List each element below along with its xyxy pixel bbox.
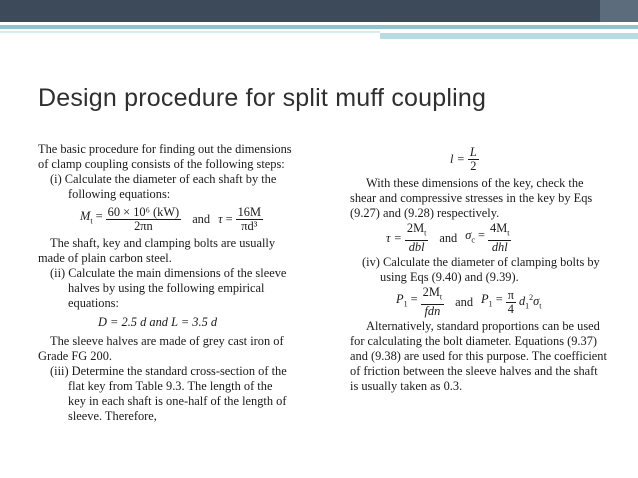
equation-bolt-force: $P_1$ = $\frac{2M_t}{\text{fdn}}$ and $P_1$ = $\frac{\pi}{4}$ $d_1^2\sigma_t$ — [396, 285, 542, 318]
accent-rule — [0, 25, 638, 29]
key-text: shear and compressive stresses in the key by Eqs — [350, 191, 593, 205]
intro-line: of clamp coupling consists of the following steps: — [38, 157, 285, 171]
step-i: (i) Calculate the diameter of each shaft by the — [50, 172, 277, 186]
step-ii: (ii) Calculate the main dimensions of the sleeve — [50, 266, 287, 280]
alt-text: is usually taken as 0.3. — [350, 379, 463, 393]
step-iii-cont: key in each shaft is one-half of the length of — [68, 394, 287, 408]
alt-text: for calculating the bolt diameter. Equations (9.37) — [350, 334, 598, 348]
key-text: (9.27) and (9.28) respectively. — [350, 206, 500, 220]
sleeve-text: The sleeve halves are made of grey cast iron of — [50, 334, 284, 348]
top-bar — [0, 0, 600, 22]
key-text: With these dimensions of the key, check the — [366, 176, 584, 190]
equation-stresses: τ = $\frac{2M_t}{\text{dbl}}$ and $\sigma_c$ = $\frac{4M_t}{\text{dhl}}$ — [386, 221, 510, 254]
alt-text: of friction between the sleeve halves and the shaft — [350, 364, 598, 378]
shaft-text: The shaft, key and clamping bolts are usually — [50, 236, 276, 250]
step-iii-cont: flat key from Table 9.3. The length of the — [68, 379, 273, 393]
alt-text: Alternatively, standard proportions can be used — [366, 319, 600, 333]
equation-sleeve: D = 2.5 d and L = 3.5 d — [98, 315, 218, 329]
fraction: $\frac{4M_t}{\text{dhl}}$ — [490, 221, 510, 254]
slide-title: Design procedure for split muff coupling — [38, 84, 487, 112]
accent-rule-thin — [0, 31, 380, 33]
alt-text: and (9.38) are used for this purpose. The coefficient — [350, 349, 607, 363]
equation-torque: $M_t$ = $\frac{\text{60 × 10⁶ (kW)}}{2\pi n}$ and τ = $\frac{16M}{\text{πd³}}$ — [80, 204, 262, 233]
equation-key-length: l = $\frac{L}{2}$ — [450, 144, 477, 173]
shaft-text: made of plain carbon steel. — [38, 251, 172, 265]
fraction: $\frac{2M_t}{\text{fdn}}$ — [422, 285, 443, 318]
step-iv-cont: using Eqs (9.40) and (9.39). — [380, 270, 519, 284]
step-ii-cont: halves by using the following empirical — [68, 281, 265, 295]
step-iii-cont: sleeve. Therefore, — [68, 409, 157, 423]
top-bar-accent — [600, 0, 638, 22]
fraction: $\frac{L}{2}$ — [469, 144, 477, 173]
intro-line: The basic procedure for finding out the dimensions — [38, 142, 292, 156]
fraction: $\frac{2M_t}{\text{dbl}}$ — [406, 221, 427, 254]
step-iv: (iv) Calculate the diameter of clamping bolts by — [362, 255, 600, 269]
fraction: $\frac{16M}{\text{πd³}}$ — [237, 204, 262, 233]
right-column — [350, 142, 626, 394]
fraction: $\frac{\pi}{4}$ — [507, 287, 514, 316]
step-ii-cont: equations: — [68, 296, 119, 310]
step-iii: (iii) Determine the standard cross-section of the — [50, 364, 287, 378]
sleeve-text: Grade FG 200. — [38, 349, 112, 363]
left-column — [38, 142, 296, 424]
step-i-cont: following equations: — [68, 187, 171, 201]
accent-rule-right — [380, 33, 638, 39]
fraction: $\frac{\text{60 × 10⁶ (kW)}}{2\pi n}$ — [107, 204, 180, 233]
